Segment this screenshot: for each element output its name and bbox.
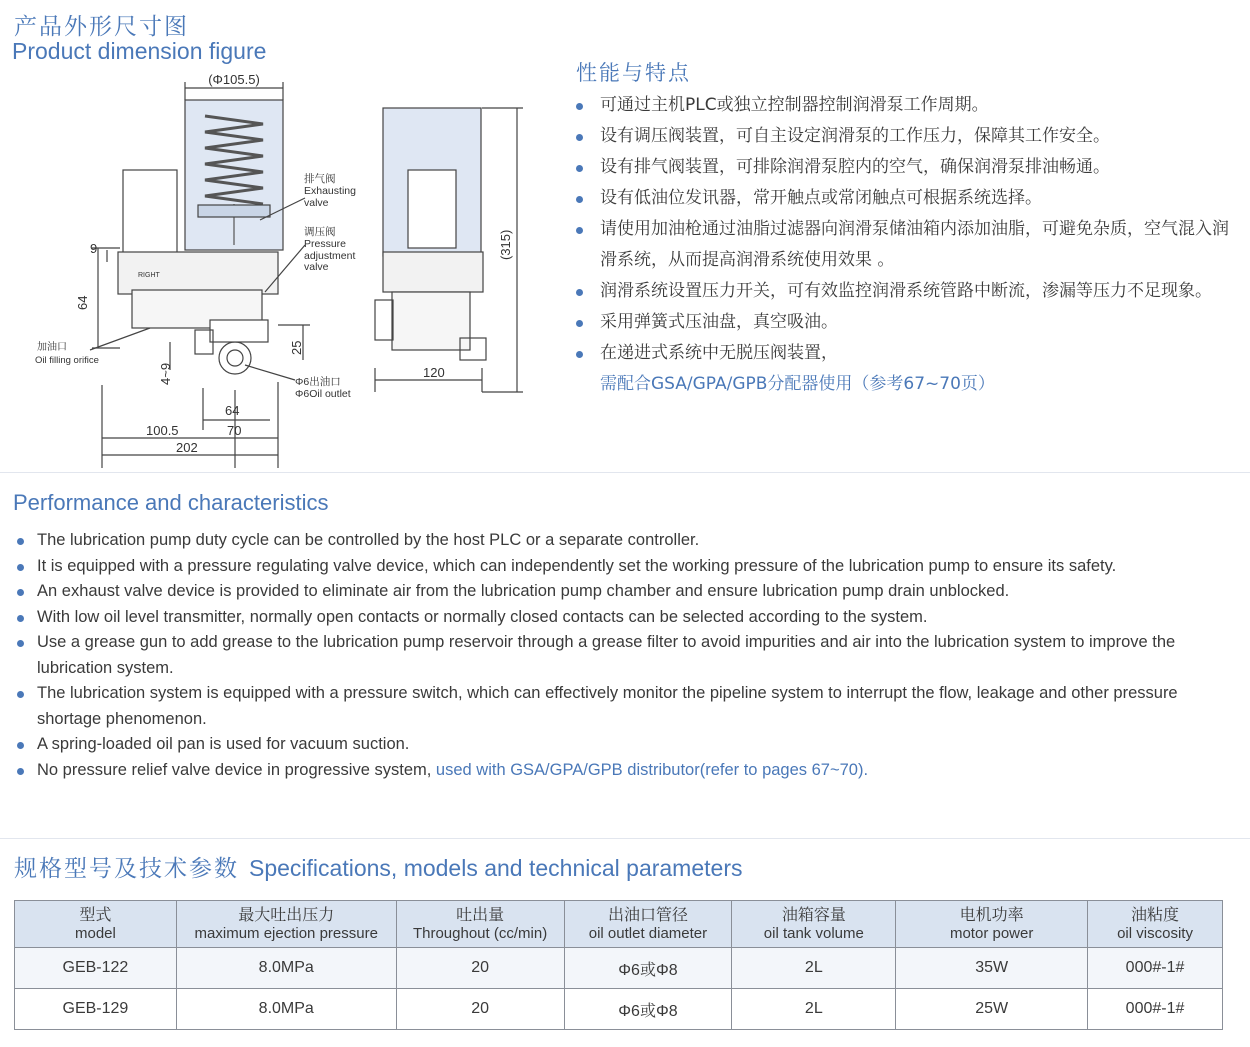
dim-4-9: 4~9 bbox=[158, 362, 173, 385]
list-item: Use a grease gun to add grease to the lubrication pump reservoir through a grease filter to avoid impurities and air into the lubrication system to improve the lubrication system. bbox=[14, 630, 1229, 681]
performance-cn-title: 性能与特点 bbox=[576, 61, 691, 85]
outlet-label-en: Φ6Oil outlet bbox=[295, 388, 351, 400]
filling-label-cn: 加油口 bbox=[37, 342, 67, 353]
cell-pressure: 8.0MPa bbox=[176, 989, 396, 1030]
filling-label-en: Oil filling orifice bbox=[35, 355, 99, 366]
list-item: No pressure relief valve device in progressive system, used with GSA/GPA/GPB distributor(refer to pages 67~70). bbox=[14, 758, 1229, 784]
list-item: A spring-loaded oil pan is used for vacuum suction. bbox=[14, 732, 1229, 758]
list-item: It is equipped with a pressure regulating valve device, which can independently set the working pressure of the lubrication pump to ensure its safety. bbox=[14, 554, 1229, 580]
section-divider bbox=[0, 472, 1250, 473]
header-model: 型式 model bbox=[15, 901, 177, 948]
header-tank-volume: 油箱容量 oil tank volume bbox=[732, 901, 896, 948]
cell-tank-volume: 2L bbox=[732, 948, 896, 989]
header-throughput: 吐出量 Throughout (cc/min) bbox=[396, 901, 564, 948]
header-motor-power: 电机功率 motor power bbox=[896, 901, 1088, 948]
specs-table bbox=[14, 900, 1223, 1030]
header-viscosity: 油粘度 oil viscosity bbox=[1088, 901, 1223, 948]
list-item: 设有低油位发讯器，常开触点或常闭触点可根据系统选择。 bbox=[572, 183, 1232, 214]
header-pressure: 最大吐出压力 maximum ejection pressure bbox=[176, 901, 396, 948]
cell-throughput: 20 bbox=[396, 948, 564, 989]
performance-en-list bbox=[14, 528, 1229, 783]
dimension-drawing bbox=[20, 70, 560, 470]
cell-viscosity: 000#-1# bbox=[1088, 989, 1223, 1030]
list-item: An exhaust valve device is provided to eliminate air from the lubrication pump chamber and ensure lubrication pump drain unblocked. bbox=[14, 579, 1229, 605]
pressure-label-en-2: adjustment bbox=[304, 250, 356, 262]
list-item: 请使用加油枪通过油脂过滤器向润滑泵储油箱内添加油脂，可避免杂质，空气混入润滑系统，从而提高润滑系统使用效果 。 bbox=[572, 214, 1232, 276]
cell-outlet-diameter: Φ6或Φ8 bbox=[564, 948, 732, 989]
cell-viscosity: 000#-1# bbox=[1088, 948, 1223, 989]
list-item: 采用弹簧式压油盘，真空吸油。 bbox=[572, 307, 1232, 338]
cell-throughput: 20 bbox=[396, 989, 564, 1030]
pressure-label-en-3: valve bbox=[304, 261, 329, 273]
dim-64-vertical: 64 bbox=[75, 295, 90, 310]
specs-title-en: Specifications, models and technical parameters bbox=[249, 855, 743, 881]
specs-title bbox=[14, 850, 742, 883]
outlet-label-cn: Φ6出油口 bbox=[295, 376, 341, 388]
pressure-label-en-1: Pressure bbox=[304, 238, 347, 250]
cell-motor-power: 25W bbox=[896, 989, 1088, 1030]
exhaust-label-en-2: valve bbox=[304, 197, 329, 209]
brand-plate: RIGHT bbox=[138, 272, 160, 279]
cell-pressure: 8.0MPa bbox=[176, 948, 396, 989]
distributor-reference: used with GSA/GPA/GPB distributor(refer to pages 67~70). bbox=[435, 760, 869, 779]
distributor-reference: 需配合GSA/GPA/GPB分配器使用（参考67~70页） bbox=[600, 374, 995, 394]
table-row bbox=[15, 948, 1223, 989]
list-item: 润滑系统设置压力开关，可有效监控润滑系统管路中断流，渗漏等压力不足现象。 bbox=[572, 276, 1232, 307]
cell-model: GEB-122 bbox=[15, 948, 177, 989]
pressure-label-cn: 调压阀 bbox=[304, 226, 336, 238]
list-item: 可通过主机PLC或独立控制器控制润滑泵工作周期。 bbox=[572, 90, 1232, 121]
dim-315: (315) bbox=[498, 229, 513, 260]
dim-70: 70 bbox=[227, 423, 242, 438]
dim-top-diameter: (Φ105.5) bbox=[208, 72, 260, 87]
list-item: The lubrication system is equipped with a pressure switch, which can effectively monitor the pipeline system to interrupt the flow, leakage and other pressure shortage phenomenon. bbox=[14, 681, 1229, 732]
list-item: 在递进式系统中无脱压阀装置，需配合GSA/GPA/GPB分配器使用（参考67~70页） bbox=[572, 338, 1232, 400]
exhaust-label-en-1: Exhausting bbox=[304, 185, 356, 197]
page-title-cn: 产品外形尺寸图 bbox=[14, 14, 189, 40]
table-row bbox=[15, 989, 1223, 1030]
list-item: 设有调压阀装置，可自主设定润滑泵的工作压力，保障其工作安全。 bbox=[572, 121, 1232, 152]
section-divider bbox=[0, 838, 1250, 839]
dim-64-horizontal: 64 bbox=[225, 403, 240, 418]
header-outlet-diameter: 出油口管径 oil outlet diameter bbox=[564, 901, 732, 948]
table-header-row bbox=[15, 901, 1223, 948]
cell-tank-volume: 2L bbox=[732, 989, 896, 1030]
list-item: 设有排气阀装置，可排除润滑泵腔内的空气，确保润滑泵排油畅通。 bbox=[572, 152, 1232, 183]
specs-title-cn: 规格型号及技术参数 bbox=[14, 856, 239, 882]
list-item: The lubrication pump duty cycle can be controlled by the host PLC or a separate controller. bbox=[14, 528, 1229, 554]
list-item: With low oil level transmitter, normally open contacts or normally closed contacts can be selected according to the system. bbox=[14, 605, 1229, 631]
dim-9: 9 bbox=[90, 241, 98, 256]
performance-cn-list bbox=[572, 90, 1232, 400]
cell-motor-power: 35W bbox=[896, 948, 1088, 989]
page-title-en: Product dimension figure bbox=[12, 38, 267, 64]
dim-120: 120 bbox=[423, 365, 445, 380]
exhaust-label-cn: 排气阀 bbox=[304, 173, 336, 185]
cell-outlet-diameter: Φ6或Φ8 bbox=[564, 989, 732, 1030]
dim-202: 202 bbox=[176, 440, 198, 455]
cell-model: GEB-129 bbox=[15, 989, 177, 1030]
performance-en-title: Performance and characteristics bbox=[13, 490, 329, 515]
dim-100-5: 100.5 bbox=[146, 423, 179, 438]
dim-25: 25 bbox=[289, 340, 304, 355]
